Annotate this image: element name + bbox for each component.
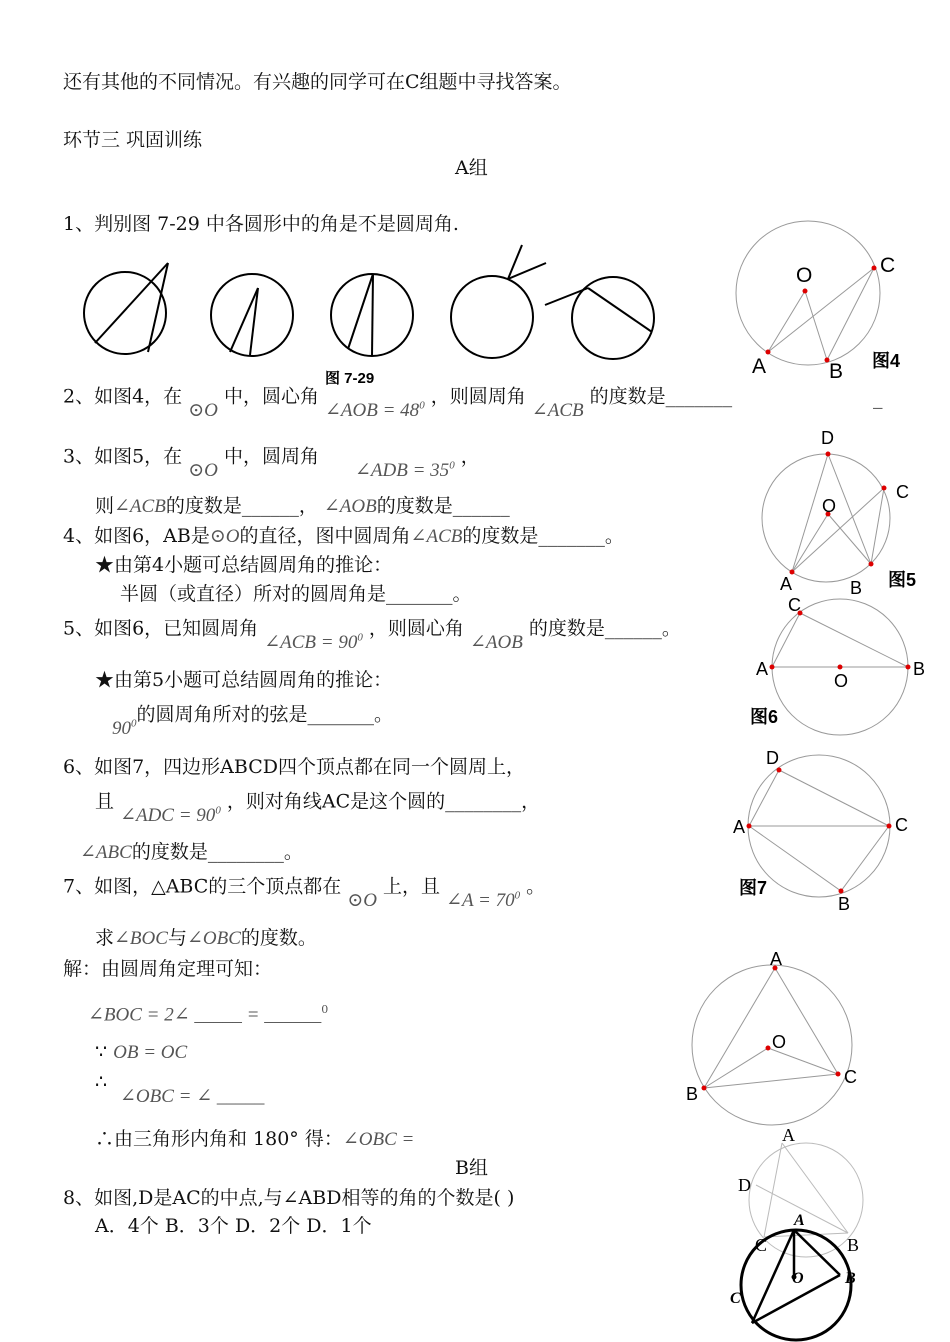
- fig4-caption: 图4: [872, 351, 901, 371]
- angle-acb: ∠ACB: [531, 400, 584, 422]
- solution-step-4: ∴由三角形内角和 180° 得：∠OBC =: [95, 1128, 415, 1150]
- figq8-label-d: D: [738, 1175, 751, 1195]
- fig7-label-b: B: [838, 894, 851, 914]
- figure-bottom: [728, 1205, 878, 1342]
- question-8-options: A．4个 B．3个 D．2个 D．1个: [95, 1215, 372, 1237]
- figbottom-label-a: A: [794, 1212, 805, 1229]
- fig4-label-b: B: [829, 360, 844, 383]
- fig7-label-d: D: [766, 748, 779, 768]
- solution-step-2: ∵ OB = OC: [95, 1041, 188, 1063]
- fig4-label-c: C: [880, 254, 896, 277]
- question-7-b: 求∠BOC与∠OBC的度数。: [95, 927, 317, 949]
- solution-step-3: ∠OBC = ∠ _____: [120, 1086, 265, 1107]
- figure-7-29: [80, 255, 670, 385]
- fig7-label-c: C: [895, 815, 908, 835]
- fig6-label-a: A: [756, 659, 769, 679]
- fig6-label-b: B: [913, 659, 926, 679]
- q5-star: ★由第5小题可总结圆周角的推论：: [95, 669, 393, 691]
- q4-star: ★由第4小题可总结圆周角的推论：: [95, 554, 393, 576]
- question-6-c: ∠ABC的度数是________。: [80, 841, 303, 863]
- fig5-label-d: D: [821, 428, 834, 448]
- fig6-label-c: C: [788, 595, 801, 615]
- group-b-heading: B组: [455, 1157, 488, 1179]
- question-4: 4、如图6，AB是⊙O的直径，图中圆周角∠ACB的度数是_______。: [63, 525, 624, 547]
- solution-step-1: ∠BOC = 2∠ _____ = ______$^0$: [88, 1003, 329, 1026]
- q2-tail: _: [873, 387, 883, 409]
- figq7-label-a: A: [770, 949, 783, 969]
- figure-7: [733, 745, 933, 915]
- question-3: 3、如图5，在 ⊙O 中，圆周角 ∠ADB = $35^0$ ，: [63, 445, 480, 482]
- group-a-heading: A组: [455, 157, 488, 179]
- figq7-label-c: C: [844, 1067, 857, 1087]
- figbottom-label-b: B: [845, 1270, 856, 1287]
- figbottom-label-o: O: [792, 1270, 804, 1287]
- fig4-label-o: O: [796, 264, 813, 287]
- intro-line: 还有其他的不同情况。有兴趣的同学可在C组题中寻找答案。: [63, 71, 572, 93]
- question-8: 8、如图,D是AC的中点,与∠ABD相等的角的个数是( ): [63, 1187, 515, 1209]
- fig5-label-a: A: [780, 574, 793, 594]
- figure-6: [748, 593, 938, 743]
- fig5-label-b: B: [850, 578, 863, 598]
- figure-4: [730, 215, 930, 383]
- fig7-caption: 图7: [739, 878, 768, 898]
- figq8-label-c: C: [755, 1235, 768, 1255]
- solution-therefore: ∴: [95, 1071, 108, 1093]
- angle-adb-35: ∠ADB = $35^0$: [355, 460, 455, 482]
- q4-rule: 半圆（或直径）所对的圆周角是_______。: [120, 583, 472, 605]
- figq8-label-a: A: [782, 1125, 795, 1145]
- question-2: 2、如图4，在 ⊙O 中，圆心角 ∠AOB = $48^0$ ，则圆周角 ∠ACB 的度数是_______: [63, 385, 733, 422]
- question-1: 1、判别图 7-29 中各圆形中的角是不是圆周角.: [63, 213, 459, 235]
- fig729-circle-4: [451, 276, 533, 358]
- figq7-label-o: O: [772, 1032, 787, 1052]
- fig5-label-c: C: [896, 482, 909, 502]
- fig6-label-o: O: [834, 671, 849, 691]
- fig729-caption: 图 7-29: [325, 370, 375, 387]
- solution-intro: 解：由圆周角定理可知：: [63, 958, 273, 980]
- fig5-caption: 图5: [888, 570, 917, 590]
- fig6-caption: 图6: [750, 707, 779, 727]
- figbottom-label-c: C: [730, 1290, 741, 1307]
- question-6-b: 且 ∠ADC = $90^0$ ，则对角线AC是这个圆的________，: [95, 790, 541, 827]
- section-heading: 环节三 巩固训练: [63, 129, 203, 151]
- fig4-label-a: A: [752, 355, 767, 378]
- question-6: 6、如图7，四边形ABCD四个顶点都在同一个圆周上，: [63, 756, 525, 778]
- angle-acb-90: ∠ACB = $90^0$: [264, 632, 363, 654]
- angle-aob-48: ∠AOB = $48^0$: [325, 400, 425, 422]
- fig5-label-o: O: [822, 496, 837, 516]
- angle-adc-90: ∠ADC = $90^0$: [120, 805, 221, 827]
- figq8-label-b: B: [847, 1235, 860, 1255]
- circle-o-symbol: ⊙O: [188, 400, 218, 422]
- figure-q7: [680, 950, 880, 1125]
- angle-a-70: ∠A = $70^0$: [446, 890, 521, 912]
- question-7: 7、如图，△ABC的三个顶点都在 ⊙O 上，且 ∠A = $70^0$ 。: [63, 875, 546, 912]
- question-3-answers: 则∠ACB的度数是______， ∠AOB的度数是______: [95, 495, 510, 517]
- question-5: 5、如图6，已知圆周角 ∠ACB = $90^0$ ，则圆心角 ∠AOB 的度数是______。: [63, 617, 681, 654]
- fig7-label-a: A: [733, 817, 746, 837]
- q5-rule: $90^0$的圆周角所对的弦是_______。: [112, 703, 394, 740]
- figure-5: [760, 428, 940, 598]
- figq7-label-b: B: [686, 1084, 699, 1104]
